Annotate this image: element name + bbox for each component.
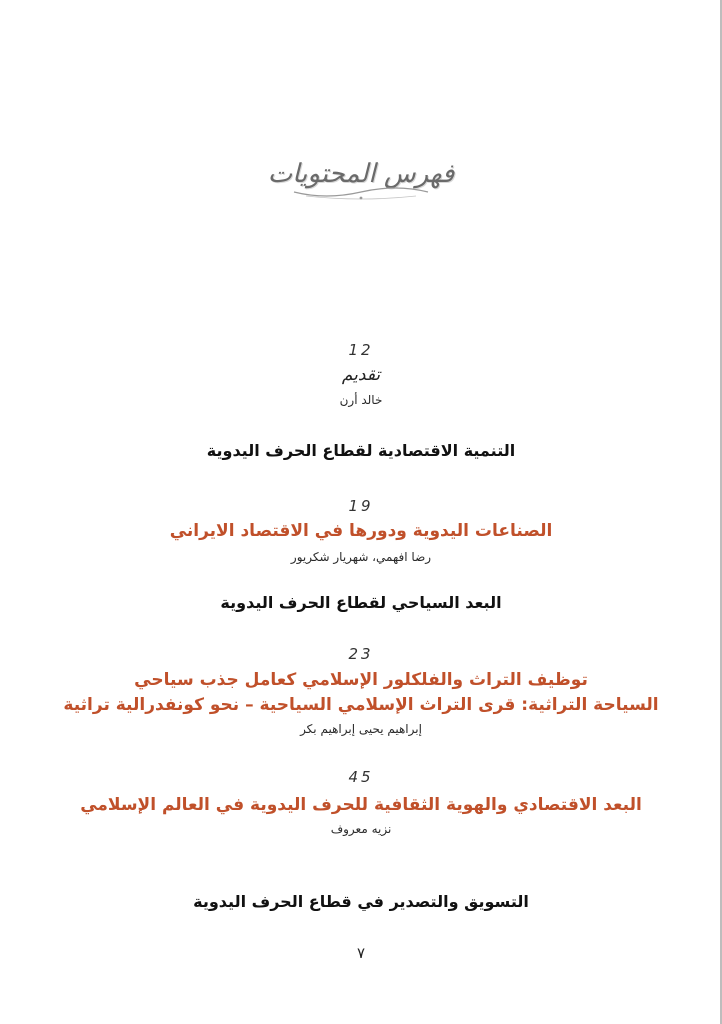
entry-title-line-2[interactable]: السياحة التراثية: قرى التراث الإسلامي السياحية – نحو كونفدرالية تراثية bbox=[63, 695, 659, 715]
section-heading-tourism: البعد السياحي لقطاع الحرف اليدوية bbox=[220, 593, 502, 612]
entry-page-number: 45 bbox=[348, 768, 374, 786]
entry-author: نزيه معروف bbox=[330, 822, 392, 836]
section-heading-marketing: التسويق والتصدير في قطاع الحرف اليدوية bbox=[193, 892, 529, 911]
section-heading-economic: التنمية الاقتصادية لقطاع الحرف اليدوية bbox=[206, 441, 516, 460]
intro-author: خالد أرن bbox=[339, 393, 383, 407]
entry-author: رضا افهمي، شهريار شكريور bbox=[290, 550, 432, 564]
entry-title[interactable]: توظيف التراث والفلكلور الإسلامي كعامل جذب سياحي bbox=[134, 670, 588, 690]
footer-page-number: ٧ bbox=[356, 944, 366, 962]
entry-page-number: 19 bbox=[348, 497, 374, 515]
entry-page-number: 23 bbox=[348, 645, 374, 663]
entry-author: إبراهيم يحيى إبراهيم بكر bbox=[300, 722, 422, 736]
entry-title[interactable]: البعد الاقتصادي والهوية الثقافية للحرف اليدوية في العالم الإسلامي bbox=[80, 795, 642, 815]
intro-title[interactable]: تقديم bbox=[341, 365, 381, 385]
intro-page-number: 12 bbox=[348, 341, 374, 359]
page-title-text: فهرس المحتويات bbox=[267, 159, 455, 189]
entry-title[interactable]: الصناعات اليدوية ودورها في الاقتصاد الايراني bbox=[169, 521, 553, 541]
page-title bbox=[261, 148, 461, 200]
